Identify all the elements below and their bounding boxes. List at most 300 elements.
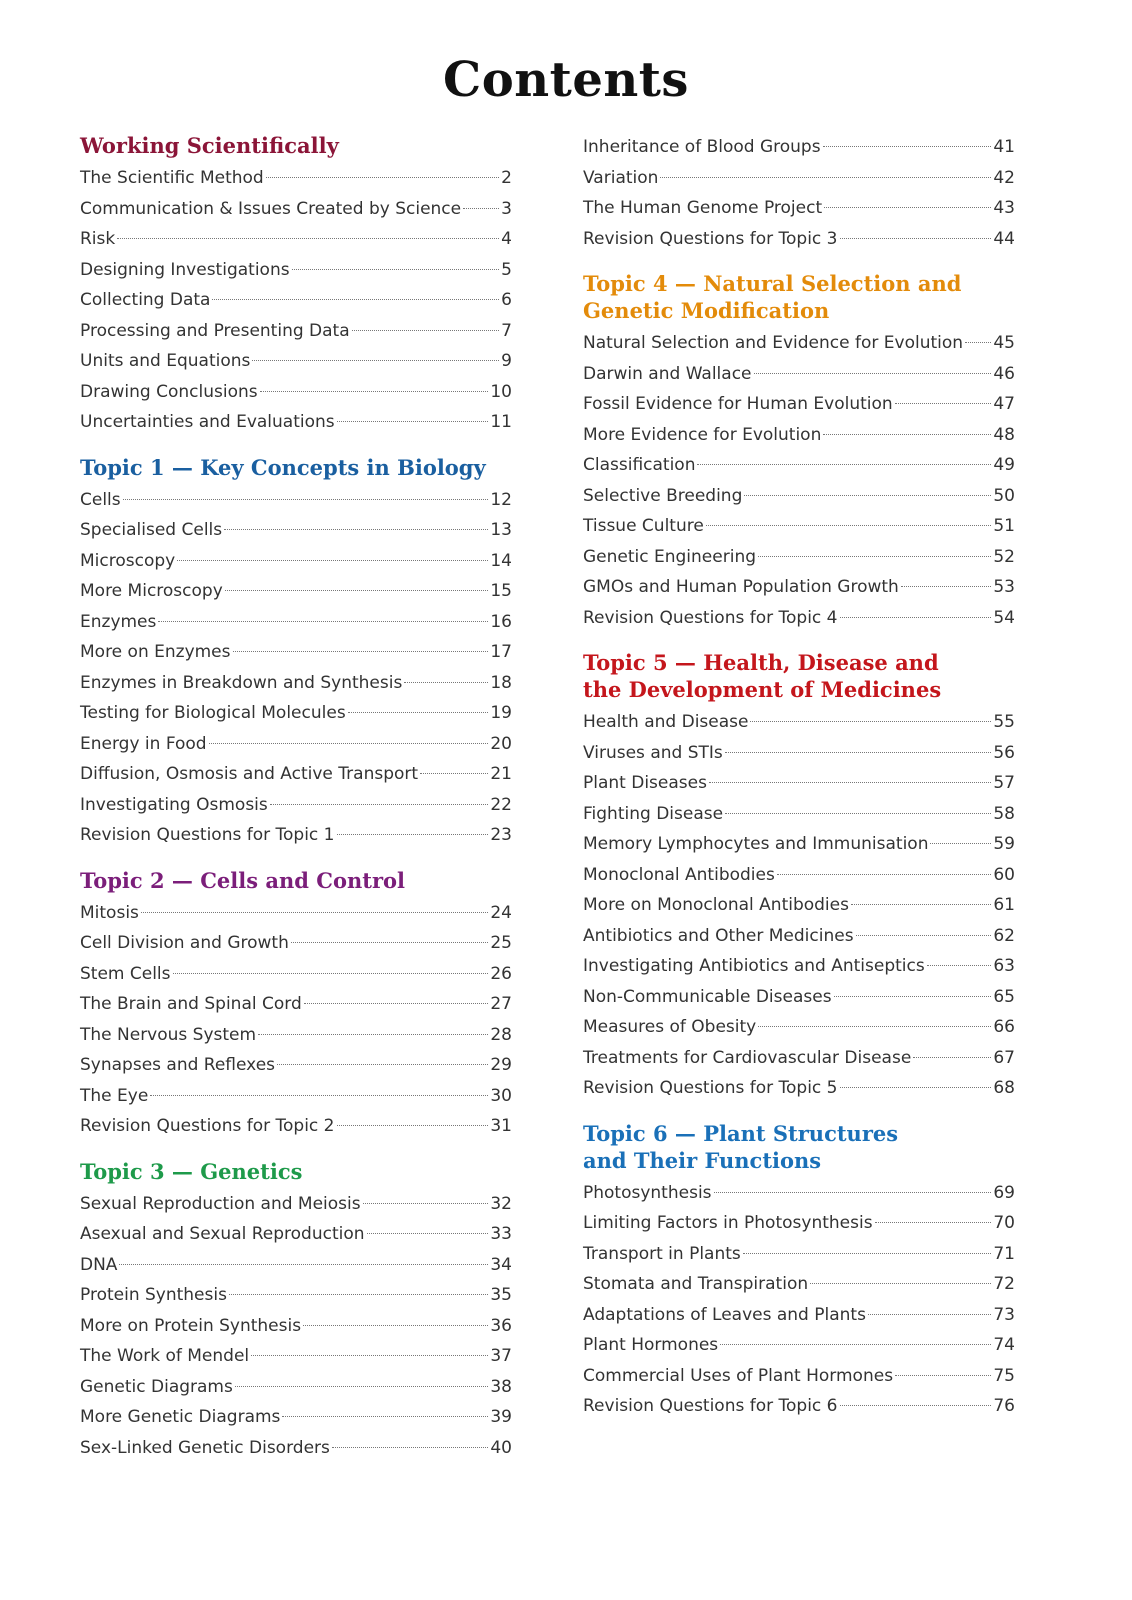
right-column [583, 132, 1015, 1438]
dot-leader [282, 1416, 488, 1417]
entry-title: More on Monoclonal Antibodies [583, 895, 849, 915]
toc-entry[interactable] [80, 377, 512, 408]
dot-leader [824, 207, 991, 208]
entry-title: Revision Questions for Topic 5 [583, 1078, 838, 1098]
dot-leader [851, 904, 991, 905]
toc-entry[interactable] [80, 1081, 512, 1112]
entry-title: Classification [583, 455, 696, 475]
toc-entry[interactable] [583, 1269, 1015, 1300]
dot-leader [150, 1095, 488, 1096]
page-number: 16 [490, 611, 512, 632]
toc-entry[interactable] [80, 255, 512, 286]
page-number: 52 [993, 546, 1015, 567]
page-number: 43 [993, 198, 1015, 218]
dot-leader [332, 1447, 488, 1448]
page-number: 51 [993, 516, 1015, 536]
toc-entry[interactable] [583, 450, 1015, 481]
page-number: 19 [490, 703, 512, 723]
dot-leader [913, 1057, 991, 1058]
dot-leader [777, 874, 992, 875]
toc-entry[interactable] [583, 420, 1015, 451]
entry-title: Viruses and STIs [583, 742, 723, 763]
dot-leader [233, 651, 489, 652]
toc-section [583, 649, 1015, 1104]
page-number: 10 [490, 381, 512, 402]
entry-title: Protein Synthesis [80, 1285, 227, 1305]
entry-title: The Nervous System [80, 1024, 257, 1045]
page-number: 45 [993, 333, 1015, 353]
page-number: 70 [993, 1213, 1015, 1233]
toc-entry[interactable] [583, 163, 1015, 194]
page-number: 5 [501, 259, 512, 280]
toc-entry[interactable] [80, 1372, 512, 1403]
entry-title: Selective Breeding [583, 485, 743, 506]
page-number: 62 [993, 925, 1015, 946]
page-number: 7 [501, 320, 512, 341]
section-heading-line: and Their Functions [583, 1147, 822, 1173]
toc-entry[interactable] [583, 890, 1015, 921]
dot-leader [177, 560, 488, 561]
entry-title: Inheritance of Blood Groups [583, 137, 821, 157]
toc-entry[interactable] [80, 546, 512, 577]
toc-entry[interactable] [80, 607, 512, 638]
dot-leader [367, 1233, 489, 1234]
page-number: 37 [490, 1346, 512, 1366]
toc-entry[interactable] [80, 485, 512, 516]
dot-leader [352, 330, 500, 331]
dot-leader [173, 973, 489, 974]
entry-title: Revision Questions for Topic 4 [583, 607, 838, 628]
dot-leader [856, 935, 992, 936]
page-number: 60 [993, 864, 1015, 885]
entry-title: Processing and Presenting Data [80, 320, 350, 341]
toc-section [583, 132, 1015, 254]
toc-entry[interactable] [80, 1219, 512, 1250]
toc-entry[interactable] [583, 1330, 1015, 1361]
toc-entry[interactable] [583, 1178, 1015, 1209]
toc-entry[interactable] [583, 1391, 1015, 1422]
dot-leader [810, 1283, 991, 1284]
dot-leader [235, 1386, 489, 1387]
dot-leader [895, 1375, 991, 1376]
page-number: 74 [993, 1335, 1015, 1355]
dot-leader [823, 434, 991, 435]
page-number: 49 [993, 455, 1015, 475]
section-heading [80, 454, 512, 481]
dot-leader [901, 586, 992, 587]
toc-entry[interactable] [583, 1208, 1015, 1239]
entry-title: Revision Questions for Topic 2 [80, 1116, 335, 1136]
entry-title: Commercial Uses of Plant Hormones [583, 1365, 894, 1386]
page-number: 3 [501, 198, 512, 219]
entry-title: Treatments for Cardiovascular Disease [583, 1047, 912, 1068]
toc-entry[interactable] [80, 1341, 512, 1372]
entry-title: Health and Disease [583, 712, 749, 732]
toc-section [80, 1158, 512, 1464]
entry-title: The Human Genome Project [583, 198, 823, 218]
dot-leader [292, 269, 500, 270]
entry-title: Drawing Conclusions [80, 381, 258, 402]
toc-entry[interactable] [80, 668, 512, 699]
toc-entry[interactable] [583, 359, 1015, 390]
entry-title: Variation [583, 167, 659, 188]
entry-title: Synapses and Reflexes [80, 1055, 276, 1075]
section-heading [583, 1120, 1015, 1174]
toc-section [80, 867, 512, 1142]
page-number: 46 [993, 363, 1015, 384]
page-number: 58 [993, 803, 1015, 824]
toc-entry[interactable] [583, 738, 1015, 769]
page-number: 61 [993, 895, 1015, 915]
page-number: 12 [490, 489, 512, 510]
dot-leader [697, 464, 991, 465]
dot-leader [823, 146, 992, 147]
toc-entry[interactable] [80, 637, 512, 668]
toc-entry[interactable] [583, 511, 1015, 542]
toc-entry[interactable] [80, 898, 512, 929]
page-number: 20 [490, 733, 512, 754]
section-heading-line: Topic 4 — Natural Selection and [583, 271, 962, 296]
entry-title: Non-Communicable Diseases [583, 986, 832, 1007]
dot-leader [463, 208, 499, 209]
entry-title: Designing Investigations [80, 259, 290, 280]
toc-entry[interactable] [583, 860, 1015, 891]
section-heading [80, 867, 512, 894]
entry-title: Measures of Obesity [583, 1017, 757, 1037]
toc-entry[interactable] [80, 407, 512, 438]
entry-title: More on Protein Synthesis [80, 1315, 302, 1336]
entry-title: DNA [80, 1254, 118, 1275]
entry-title: GMOs and Human Population Growth [583, 577, 899, 597]
toc-entry[interactable] [583, 1073, 1015, 1104]
entry-title: Microscopy [80, 550, 176, 571]
dot-leader [758, 1026, 991, 1027]
entry-title: More Genetic Diagrams [80, 1407, 281, 1427]
toc-entry[interactable] [80, 224, 512, 255]
dot-leader [840, 617, 992, 618]
toc-entry[interactable] [583, 1012, 1015, 1043]
toc-entry[interactable] [583, 603, 1015, 634]
toc-entry[interactable] [80, 698, 512, 729]
entry-title: Natural Selection and Evidence for Evolution [583, 333, 964, 353]
dot-leader [337, 1125, 489, 1126]
dot-leader [260, 391, 489, 392]
entry-title: Diffusion, Osmosis and Active Transport [80, 764, 419, 784]
entry-title: More on Enzymes [80, 642, 231, 662]
dot-leader [420, 773, 488, 774]
toc-entry[interactable] [583, 951, 1015, 982]
section-heading-line: Topic 3 — Genetics [80, 1158, 303, 1184]
page-number: 76 [993, 1396, 1015, 1416]
dot-leader [337, 421, 489, 422]
toc-entry[interactable] [583, 193, 1015, 224]
toc-entry[interactable] [80, 790, 512, 821]
toc-entry[interactable] [583, 572, 1015, 603]
dot-leader [743, 1253, 992, 1254]
entry-title: Genetic Engineering [583, 546, 757, 567]
toc-section [583, 270, 1015, 633]
entry-title: Asexual and Sexual Reproduction [80, 1224, 365, 1244]
dot-leader [348, 712, 489, 713]
page-number: 68 [993, 1078, 1015, 1098]
page-number: 42 [993, 167, 1015, 188]
page-number: 33 [490, 1224, 512, 1244]
dot-leader [258, 1034, 488, 1035]
toc-entry[interactable] [80, 989, 512, 1020]
page-number: 32 [490, 1193, 512, 1214]
page-number: 67 [993, 1047, 1015, 1068]
page-number: 17 [490, 642, 512, 662]
page-number: 41 [993, 137, 1015, 157]
entry-title: The Scientific Method [80, 168, 264, 188]
entry-title: Limiting Factors in Photosynthesis [583, 1213, 873, 1233]
page-number: 6 [501, 290, 512, 310]
entry-title: Investigating Osmosis [80, 794, 268, 815]
page-number: 73 [993, 1304, 1015, 1325]
entry-title: Sexual Reproduction and Meiosis [80, 1193, 361, 1214]
section-heading-line: Topic 2 — Cells and Control [80, 867, 405, 893]
entry-title: More Evidence for Evolution [583, 424, 822, 445]
entry-title: Testing for Biological Molecules [80, 703, 346, 723]
section-heading [583, 270, 1015, 324]
dot-leader [303, 1325, 488, 1326]
entry-title: Genetic Diagrams [80, 1376, 233, 1397]
section-heading [80, 1158, 512, 1185]
page-number: 13 [490, 520, 512, 540]
page-number: 4 [501, 229, 512, 249]
page-number: 2 [501, 168, 512, 188]
toc-entry[interactable] [80, 1250, 512, 1281]
toc-entry[interactable] [583, 829, 1015, 860]
toc-entry[interactable] [583, 982, 1015, 1013]
page-number: 35 [490, 1285, 512, 1305]
page-number: 31 [490, 1116, 512, 1136]
toc-entry[interactable] [80, 820, 512, 851]
toc-section [80, 132, 512, 438]
page-number: 30 [490, 1085, 512, 1106]
toc-entry[interactable] [583, 768, 1015, 799]
toc-entry[interactable] [80, 1311, 512, 1342]
page-number: 48 [993, 424, 1015, 445]
entry-title: Energy in Food [80, 733, 207, 754]
toc-entry[interactable] [583, 389, 1015, 420]
page-number: 15 [490, 581, 512, 601]
toc-entry[interactable] [80, 1402, 512, 1433]
entry-title: Revision Questions for Topic 3 [583, 228, 838, 249]
page-number: 26 [490, 963, 512, 984]
entry-title: Enzymes in Breakdown and Synthesis [80, 672, 403, 693]
dot-leader [119, 1264, 488, 1265]
entry-title: Stem Cells [80, 963, 171, 984]
dot-leader [229, 1294, 488, 1295]
toc-entry[interactable] [80, 1111, 512, 1142]
toc-entry[interactable] [583, 707, 1015, 738]
page-number: 34 [490, 1254, 512, 1275]
dot-leader [660, 177, 991, 178]
left-column [80, 132, 512, 1479]
toc-entry[interactable] [80, 285, 512, 316]
dot-leader [225, 590, 489, 591]
toc-entry[interactable] [583, 328, 1015, 359]
dot-leader [337, 834, 489, 835]
page-number: 24 [490, 902, 512, 923]
entry-title: Transport in Plants [583, 1243, 741, 1264]
toc-entry[interactable] [583, 921, 1015, 952]
toc-entry[interactable] [80, 928, 512, 959]
entry-title: Mitosis [80, 902, 139, 923]
page-number: 11 [490, 412, 512, 432]
dot-leader [834, 996, 992, 997]
toc-entry[interactable] [583, 481, 1015, 512]
dot-leader [141, 912, 488, 913]
toc-entry[interactable] [583, 132, 1015, 163]
dot-leader [158, 621, 488, 622]
toc-entry[interactable] [583, 1239, 1015, 1270]
dot-leader [895, 403, 992, 404]
page-number: 59 [993, 834, 1015, 854]
entry-title: Enzymes [80, 611, 157, 632]
entry-title: Antibiotics and Other Medicines [583, 925, 854, 946]
toc-entry[interactable] [80, 1189, 512, 1220]
page-number: 69 [993, 1182, 1015, 1203]
toc-entry[interactable] [80, 316, 512, 347]
dot-leader [725, 752, 992, 753]
dot-leader [251, 1355, 488, 1356]
entry-title: Darwin and Wallace [583, 363, 752, 384]
page-number: 56 [993, 742, 1015, 763]
entry-title: The Brain and Spinal Cord [80, 994, 302, 1014]
page-number: 57 [993, 773, 1015, 793]
dot-leader [209, 743, 489, 744]
page-number: 72 [993, 1274, 1015, 1294]
entry-title: Cell Division and Growth [80, 933, 289, 953]
dot-leader [212, 299, 499, 300]
dot-leader [706, 525, 992, 526]
page-number: 14 [490, 550, 512, 571]
dot-leader [744, 495, 991, 496]
toc-entry[interactable] [583, 224, 1015, 255]
dot-leader [277, 1064, 488, 1065]
toc-entry[interactable] [80, 163, 512, 194]
dot-leader [868, 1314, 991, 1315]
entry-title: Units and Equations [80, 351, 251, 371]
dot-leader [725, 813, 991, 814]
dot-leader [840, 1087, 992, 1088]
entry-title: Photosynthesis [583, 1182, 712, 1203]
toc-entry[interactable] [80, 194, 512, 225]
entry-title: Tissue Culture [583, 516, 704, 536]
dot-leader [754, 373, 992, 374]
page-number: 28 [490, 1024, 512, 1045]
page-number: 65 [993, 986, 1015, 1007]
section-heading-line: Topic 1 — Key Concepts in Biology [80, 454, 486, 480]
entry-title: The Work of Mendel [80, 1346, 250, 1366]
section-heading-line: Working Scientifically [80, 133, 339, 158]
dot-leader [758, 556, 991, 557]
entry-title: Monoclonal Antibodies [583, 864, 775, 885]
toc-entry[interactable] [80, 515, 512, 546]
dot-leader [224, 529, 488, 530]
section-heading [80, 132, 512, 159]
dot-leader [875, 1222, 992, 1223]
entry-title: Stomata and Transpiration [583, 1274, 809, 1294]
section-heading [583, 649, 1015, 703]
page-number: 21 [490, 764, 512, 784]
page-number: 23 [490, 825, 512, 845]
page-number: 47 [993, 394, 1015, 414]
toc-entry[interactable] [80, 1433, 512, 1464]
entry-title: Plant Diseases [583, 773, 707, 793]
dot-leader [252, 360, 499, 361]
entry-title: Investigating Antibiotics and Antiseptics [583, 956, 925, 976]
dot-leader [304, 1003, 489, 1004]
page-number: 18 [490, 672, 512, 693]
dot-leader [117, 238, 499, 239]
toc-entry[interactable] [583, 799, 1015, 830]
entry-title: Communication & Issues Created by Science [80, 198, 462, 219]
entry-title: Uncertainties and Evaluations [80, 412, 335, 432]
entry-title: Cells [80, 489, 121, 510]
page-number: 25 [490, 933, 512, 953]
dot-leader [840, 238, 992, 239]
toc-entry[interactable] [583, 1043, 1015, 1074]
page-number: 39 [490, 1407, 512, 1427]
entry-title: Fighting Disease [583, 803, 724, 824]
toc-entry[interactable] [80, 1050, 512, 1081]
dot-leader [363, 1203, 489, 1204]
toc-entry[interactable] [80, 576, 512, 607]
dot-leader [291, 942, 489, 943]
toc-entry[interactable] [583, 1361, 1015, 1392]
dot-leader [709, 782, 991, 783]
toc-section [80, 454, 512, 851]
page-title: Contents [443, 52, 689, 108]
toc-entry[interactable] [583, 542, 1015, 573]
dot-leader [965, 342, 991, 343]
section-heading-line: Genetic Modification [583, 298, 830, 323]
page-number: 36 [490, 1315, 512, 1336]
toc-entry[interactable] [80, 729, 512, 760]
dot-leader [123, 499, 489, 500]
entry-title: Specialised Cells [80, 520, 223, 540]
page-number: 44 [993, 228, 1015, 249]
entry-title: Fossil Evidence for Human Evolution [583, 394, 893, 414]
entry-title: Collecting Data [80, 290, 211, 310]
toc-section [583, 1120, 1015, 1422]
page-number: 54 [993, 607, 1015, 628]
page-number: 53 [993, 577, 1015, 597]
entry-title: Revision Questions for Topic 1 [80, 825, 335, 845]
page-number: 63 [993, 956, 1015, 976]
entry-title: Revision Questions for Topic 6 [583, 1396, 838, 1416]
dot-leader [270, 804, 489, 805]
page-number: 27 [490, 994, 512, 1014]
toc-entry[interactable] [80, 1020, 512, 1051]
toc-entry[interactable] [80, 759, 512, 790]
dot-leader [750, 721, 991, 722]
section-heading-line: Topic 5 — Health, Disease and [583, 650, 939, 675]
toc-entry[interactable] [583, 1300, 1015, 1331]
toc-entry[interactable] [80, 959, 512, 990]
toc-entry[interactable] [80, 346, 512, 377]
entry-title: Adaptations of Leaves and Plants [583, 1304, 866, 1325]
page-number: 66 [993, 1017, 1015, 1037]
page-number: 29 [490, 1055, 512, 1075]
toc-entry[interactable] [80, 1280, 512, 1311]
page-number: 75 [993, 1365, 1015, 1386]
dot-leader [404, 682, 488, 683]
entry-title: More Microscopy [80, 581, 223, 601]
